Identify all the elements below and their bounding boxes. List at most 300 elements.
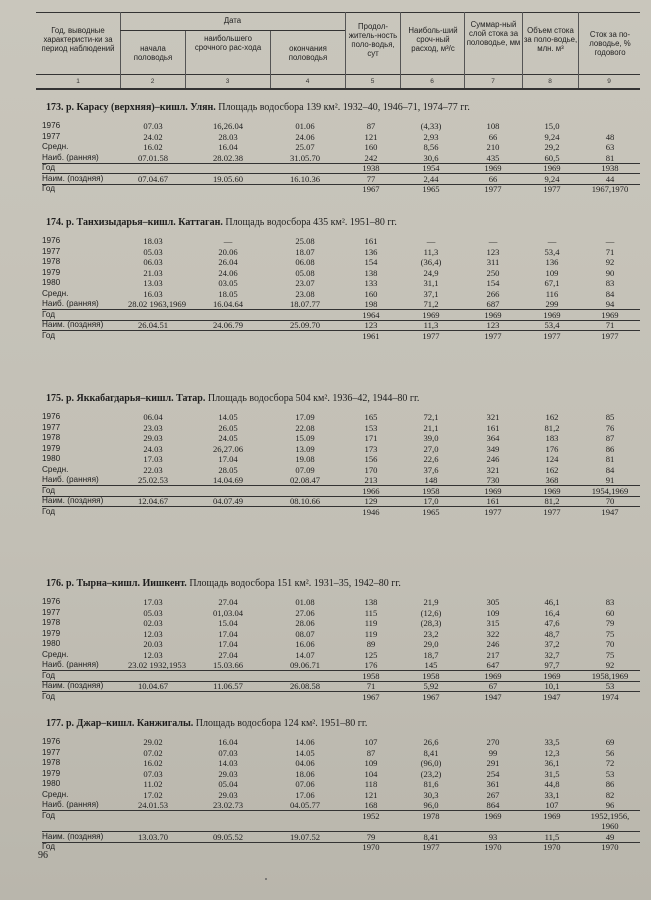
- section-number: 177.: [46, 718, 64, 729]
- table-cell: 133: [364, 278, 378, 288]
- table-cell: 02.03: [143, 618, 163, 628]
- table-cell: 21,9: [423, 597, 439, 607]
- table-cell: 160: [364, 288, 378, 299]
- table-cell: 647: [486, 660, 500, 670]
- table-cell: 1967: [362, 691, 380, 702]
- table-row: [0, 608, 651, 618]
- table-cell: 1977: [543, 506, 561, 517]
- table-cell: 1977: [484, 330, 502, 341]
- table-cell: 107: [545, 800, 559, 810]
- row-label: 1979: [42, 768, 61, 778]
- table-row: [0, 629, 651, 639]
- table-cell: 76: [605, 422, 615, 433]
- table-cell: 17,0: [423, 496, 439, 506]
- table-cell: 1970: [543, 842, 561, 852]
- section-info: Площадь водосбора 435 км². 1951–80 гг.: [225, 217, 397, 228]
- row-label: 1980: [42, 639, 61, 648]
- table-cell: 18.05: [218, 288, 238, 299]
- table-cell: 06.03: [143, 257, 163, 267]
- table-cell: 27.04: [218, 649, 238, 660]
- header-num: 7: [491, 78, 495, 85]
- table-cell: 18.03: [143, 236, 163, 246]
- header-num: 3: [225, 78, 230, 85]
- table-cell: 22.03: [143, 464, 163, 475]
- table-row: [0, 278, 651, 288]
- table-cell: 83: [605, 278, 615, 288]
- table-cell: 123: [486, 320, 500, 330]
- row-label: Наиб. (ранняя): [42, 800, 99, 809]
- table-row: [0, 465, 651, 475]
- table-cell: 176: [364, 660, 378, 670]
- table-cell: 31,1: [423, 278, 439, 288]
- table-cell: 1958: [422, 485, 440, 496]
- table-cell: 06.04: [143, 412, 163, 422]
- table-cell: 246: [486, 454, 500, 464]
- table-cell: 15.03.66: [212, 660, 244, 670]
- table-cell: 23.02 1932,1953: [128, 660, 187, 670]
- table-cell: 321: [486, 464, 500, 475]
- table-cell: 104: [364, 768, 378, 779]
- table-cell: 165: [364, 412, 378, 422]
- table-row: [0, 758, 651, 768]
- table-cell: 28.03: [218, 131, 238, 142]
- row-label: Средн.: [42, 789, 69, 799]
- table-cell: 28.02 1963,1969: [128, 299, 187, 309]
- table-cell: 13.03.70: [137, 831, 169, 842]
- table-cell: 1960: [601, 821, 619, 831]
- table-cell: —: [547, 236, 557, 246]
- table-cell: 1938: [362, 163, 380, 173]
- table-cell: 162: [545, 464, 559, 475]
- table-cell: 08.10.66: [289, 496, 321, 506]
- table-cell: 349: [486, 443, 500, 454]
- table-cell: 1977: [543, 184, 561, 194]
- table-cell: —: [488, 236, 498, 246]
- table-row: [0, 310, 651, 320]
- table-row: [0, 737, 651, 747]
- table-cell: 09.06.71: [289, 660, 321, 670]
- table-cell: 1958,1969: [591, 670, 629, 681]
- table-cell: 145: [424, 660, 438, 670]
- table-header: [0, 12, 651, 100]
- header-num: 9: [607, 78, 611, 85]
- station-name: кишл. Канжигалы.: [106, 718, 194, 729]
- table-cell: 07.09: [295, 464, 315, 475]
- table-cell: 17.09: [295, 412, 315, 422]
- row-label: 1980: [42, 278, 61, 287]
- table-cell: 183: [545, 433, 559, 443]
- row-label: 1976: [42, 412, 61, 421]
- table-cell: 254: [486, 768, 500, 779]
- table-cell: 124: [545, 454, 559, 464]
- table-cell: 129: [364, 496, 378, 506]
- table-cell: 22.08: [295, 422, 315, 433]
- table-cell: 1958: [422, 670, 440, 681]
- table-row: [0, 142, 651, 152]
- table-row: [0, 236, 651, 246]
- table-cell: 04.07.49: [212, 496, 244, 506]
- table-cell: 99: [488, 747, 498, 758]
- table-cell: 77: [366, 173, 376, 184]
- table-cell: 06.08: [295, 257, 315, 267]
- table-row: [0, 331, 651, 341]
- table-cell: 27.04: [218, 597, 238, 607]
- table-row: [0, 496, 651, 506]
- table-cell: 8,56: [423, 142, 439, 152]
- table-cell: 161: [486, 422, 500, 433]
- table-cell: 8,41: [423, 747, 439, 758]
- table-cell: 72,1: [423, 412, 439, 422]
- row-label: 1977: [42, 422, 61, 432]
- table-row: [0, 412, 651, 422]
- table-cell: 03.05: [218, 278, 238, 288]
- table-cell: 160: [364, 142, 378, 152]
- table-cell: 1969: [543, 485, 561, 496]
- table-row: [0, 811, 651, 821]
- table-cell: 70: [605, 639, 615, 649]
- row-label: 1980: [42, 454, 61, 463]
- row-label: Наим. (поздняя): [42, 173, 104, 183]
- table-row: [0, 769, 651, 779]
- section-info: Площадь водосбора 504 км². 1936–42, 1944–80 гг.: [207, 393, 420, 404]
- table-cell: 66: [488, 173, 498, 184]
- table-cell: 18.07: [295, 246, 315, 257]
- table-cell: 17.03: [143, 597, 163, 607]
- station-name: кишл. Татар.: [145, 393, 206, 404]
- table-cell: 37,1: [423, 288, 439, 299]
- table-cell: 1969: [484, 810, 502, 821]
- table-cell: 20.06: [218, 246, 238, 257]
- table-cell: 16.04.64: [212, 299, 244, 309]
- table-cell: 321: [486, 412, 500, 422]
- table-cell: 1946: [362, 506, 380, 517]
- table-row: [0, 299, 651, 309]
- table-cell: 05.03: [143, 607, 163, 618]
- table-cell: 81: [605, 454, 615, 464]
- table-cell: 48: [605, 131, 615, 142]
- header-col1: Год, выводные характеристи-ки за период наблюдений: [41, 26, 115, 53]
- section-title: 174. р. Танхизыдарья–кишл. Каттаган. Площадь водосбора 435 км². 1951–80 гг.: [46, 217, 397, 228]
- table-cell: 161: [364, 236, 378, 246]
- table-cell: 1974: [601, 691, 619, 702]
- header-col8: Объем стока за поло-водье, млн. м³: [523, 26, 578, 53]
- table-cell: 47,6: [544, 618, 560, 628]
- table-cell: 05.03: [143, 246, 163, 257]
- table-cell: (36,4): [420, 257, 442, 267]
- table-cell: 1952: [362, 810, 380, 821]
- section-title: 175. р. Яккабагдарья–кишл. Татар. Площадь водосбора 504 км². 1936–42, 1944–80 гг.: [46, 393, 420, 404]
- table-cell: 01.08: [295, 597, 315, 607]
- table-cell: 11,5: [544, 831, 560, 842]
- table-cell: 37,6: [423, 464, 439, 475]
- table-cell: 16.04: [218, 737, 238, 747]
- table-cell: 96,0: [423, 800, 439, 810]
- table-cell: 24.03: [143, 443, 163, 454]
- row-label: Наим. (поздняя): [42, 320, 104, 329]
- table-cell: 94: [605, 299, 615, 309]
- table-cell: 368: [545, 475, 559, 485]
- table-cell: 75: [605, 649, 615, 660]
- table-cell: 9,24: [544, 131, 560, 142]
- table-cell: 364: [486, 433, 500, 443]
- table-cell: 266: [486, 288, 500, 299]
- table-cell: 1965: [422, 184, 440, 194]
- table-cell: 48,7: [544, 628, 560, 639]
- table-cell: 32,7: [544, 649, 560, 660]
- row-label: 1978: [42, 257, 61, 266]
- table-cell: 71: [366, 681, 376, 691]
- table-cell: 53,4: [544, 246, 560, 257]
- table-cell: 1977: [601, 330, 619, 341]
- table-row: [0, 779, 651, 789]
- table-row: [0, 650, 651, 660]
- table-cell: 116: [545, 288, 559, 299]
- table-cell: 1947: [543, 691, 561, 702]
- table-cell: 07.03: [143, 768, 163, 779]
- table-cell: 18.07.77: [289, 299, 321, 309]
- row-label: Наиб. (ранняя): [42, 660, 99, 669]
- table-row: [0, 289, 651, 299]
- table-row: [0, 681, 651, 691]
- row-label: 1977: [42, 131, 61, 141]
- table-cell: 19.08: [295, 454, 315, 464]
- table-cell: 17.06: [295, 789, 315, 800]
- row-label: Средн.: [42, 464, 69, 474]
- table-cell: 1947: [601, 506, 619, 517]
- table-cell: 115: [364, 607, 378, 618]
- table-cell: 21,1: [423, 422, 439, 433]
- row-label: 1976: [42, 737, 61, 746]
- table-cell: 15,0: [544, 121, 560, 131]
- table-cell: 14.04.69: [212, 475, 244, 485]
- table-cell: 79: [605, 618, 615, 628]
- station-name: кишл. Каттаган.: [147, 217, 223, 228]
- table-cell: 60: [605, 607, 615, 618]
- header-col3: наибольшего срочного рас-хода: [194, 34, 262, 52]
- table-cell: 81: [605, 152, 615, 163]
- table-cell: (23,2): [420, 768, 442, 779]
- table-cell: 299: [545, 299, 559, 309]
- table-cell: 198: [364, 299, 378, 309]
- table-cell: 322: [486, 628, 500, 639]
- table-cell: 1954: [422, 163, 440, 173]
- table-cell: 87: [366, 747, 376, 758]
- table-cell: 171: [364, 433, 378, 443]
- table-cell: 17.04: [218, 454, 238, 464]
- table-cell: 154: [364, 257, 378, 267]
- table-cell: 1967: [422, 691, 440, 702]
- table-cell: 07.04.67: [137, 173, 169, 184]
- table-cell: 1977: [484, 506, 502, 517]
- table-row: [0, 132, 651, 142]
- table-cell: 10.04.67: [137, 681, 169, 691]
- table-cell: 154: [486, 278, 500, 288]
- table-cell: 04.05.77: [289, 800, 321, 810]
- row-label: 1978: [42, 433, 61, 442]
- table-cell: 07.01.58: [137, 152, 169, 163]
- row-label: 1976: [42, 121, 61, 130]
- table-row: [0, 433, 651, 443]
- table-cell: 12.03: [143, 649, 163, 660]
- table-cell: 07.03: [143, 121, 163, 131]
- table-cell: 24.01.53: [137, 800, 169, 810]
- table-cell: 118: [364, 779, 378, 789]
- table-row: [0, 800, 651, 810]
- table-cell: 69: [605, 737, 615, 747]
- table-cell: 11.06.57: [213, 681, 243, 691]
- section-title: 176. р. Тырна–кишл. Иишкент. Площадь водосбора 151 км². 1931–35, 1942–80 гг.: [46, 578, 401, 589]
- table-cell: 23.07: [295, 278, 315, 288]
- table-cell: 24.06: [295, 131, 315, 142]
- table-row: [0, 174, 651, 184]
- table-cell: 87: [605, 433, 615, 443]
- table-cell: 11,3: [423, 320, 439, 330]
- table-cell: 109: [364, 758, 378, 768]
- row-label: 1978: [42, 758, 61, 767]
- row-label: 1976: [42, 597, 61, 606]
- table-row: [0, 842, 651, 852]
- table-row: [0, 121, 651, 131]
- table-cell: 14.03: [218, 758, 238, 768]
- table-cell: 24.06.79: [212, 320, 244, 330]
- table-cell: 14.06: [295, 737, 315, 747]
- row-label: Наим. (поздняя): [42, 831, 104, 841]
- table-cell: 05.08: [295, 267, 315, 278]
- table-cell: 305: [486, 597, 500, 607]
- table-cell: 31.05.70: [289, 152, 321, 163]
- table-cell: 44,8: [544, 779, 560, 789]
- row-label: 1977: [42, 246, 61, 256]
- table-cell: 25.08: [295, 236, 315, 246]
- table-cell: (4,33): [420, 121, 442, 131]
- table-cell: 20.03: [143, 639, 163, 649]
- table-cell: 1952,1956,: [590, 810, 630, 821]
- table-cell: 27,0: [423, 443, 439, 454]
- table-cell: 173: [364, 443, 378, 454]
- table-cell: 29.03: [218, 768, 238, 779]
- table-cell: 49: [605, 831, 615, 842]
- table-cell: —: [605, 236, 615, 246]
- header-num: 1: [76, 78, 80, 85]
- table-row: [0, 507, 651, 517]
- table-cell: 1958: [362, 670, 380, 681]
- table-cell: 84: [605, 288, 615, 299]
- header-col2: начала половодья: [133, 44, 173, 62]
- table-cell: 71,2: [423, 299, 439, 309]
- table-cell: 16.02: [143, 142, 163, 152]
- header-num: 2: [150, 78, 155, 85]
- table-cell: 33,1: [544, 789, 560, 800]
- table-cell: 33,5: [544, 737, 560, 747]
- station-name: кишл. Иишкент.: [111, 578, 187, 589]
- table-cell: 05.04: [218, 779, 238, 789]
- table-cell: 56: [605, 747, 615, 758]
- table-cell: 23,2: [423, 628, 439, 639]
- table-cell: 138: [364, 267, 378, 278]
- table-cell: 19.07.52: [289, 831, 321, 842]
- table-row: [0, 486, 651, 496]
- table-cell: 21.03: [143, 267, 163, 278]
- table-cell: 85: [605, 412, 615, 422]
- row-label: Наим. (поздняя): [42, 496, 104, 505]
- table-cell: 26.04: [218, 257, 238, 267]
- table-cell: 109: [545, 267, 559, 278]
- table-cell: 24.02: [143, 131, 163, 142]
- table-cell: 92: [605, 257, 615, 267]
- table-cell: 92: [605, 660, 615, 670]
- table-cell: 75: [605, 628, 615, 639]
- table-cell: 29,2: [544, 142, 560, 152]
- table-cell: 13.03: [143, 278, 163, 288]
- table-cell: 315: [486, 618, 500, 628]
- table-cell: 22,6: [423, 454, 439, 464]
- table-cell: 156: [364, 454, 378, 464]
- table-cell: 123: [364, 320, 378, 330]
- section-number: 176.: [46, 578, 64, 589]
- table-cell: 23.08: [295, 288, 315, 299]
- table-cell: 687: [486, 299, 500, 309]
- table-cell: 1970: [362, 842, 380, 852]
- table-cell: 136: [364, 246, 378, 257]
- header-col6: Наиболь-ший сроч-ный расход, м³/с: [408, 26, 458, 53]
- table-cell: 01,03.04: [212, 607, 244, 618]
- river-name: р. Карасу (верхняя): [66, 102, 155, 113]
- section-info: Площадь водосбора 151 км². 1931–35, 1942–80 гг.: [189, 578, 401, 589]
- table-cell: 16,26.04: [212, 121, 244, 131]
- table-cell: 1969: [422, 309, 440, 320]
- table-row: [0, 153, 651, 163]
- table-cell: 11,3: [423, 246, 439, 257]
- table-cell: 121: [364, 131, 378, 142]
- river-name: р. Тырна: [66, 578, 107, 589]
- table-cell: 63: [605, 142, 615, 152]
- row-label: Наим. (поздняя): [42, 681, 104, 690]
- table-row: [0, 423, 651, 433]
- station-name: кишл. Улян.: [159, 102, 216, 113]
- header-col4: окончания половодья: [288, 44, 328, 62]
- table-cell: 24,9: [423, 267, 439, 278]
- table-row: [0, 790, 651, 800]
- table-cell: 1977: [543, 330, 561, 341]
- table-row: [0, 454, 651, 464]
- row-label: 1977: [42, 607, 61, 617]
- header-num: 8: [548, 78, 552, 85]
- header-col7: Суммар-ный слой стока за половодье, мм: [466, 20, 521, 47]
- table-cell: 09.05.52: [212, 831, 244, 842]
- table-cell: 2,93: [423, 131, 439, 142]
- table-cell: 36,1: [544, 758, 560, 768]
- row-label: Наиб. (ранняя): [42, 152, 99, 162]
- table-cell: 1967,1970: [591, 184, 629, 194]
- table-cell: 9,24: [544, 173, 560, 184]
- row-label: 1976: [42, 236, 61, 245]
- table-cell: 87: [366, 121, 376, 131]
- table-cell: 176: [545, 443, 559, 454]
- table-cell: 119: [364, 628, 378, 639]
- table-cell: 16.03: [143, 288, 163, 299]
- table-cell: 250: [486, 267, 500, 278]
- table-cell: 83: [605, 597, 615, 607]
- table-cell: 28.05: [218, 464, 238, 475]
- table-cell: 02.08.47: [289, 475, 321, 485]
- table-row: [0, 163, 651, 173]
- page-number: 96: [38, 850, 48, 861]
- table-cell: 107: [364, 737, 378, 747]
- river-name: р. Яккабагдарья: [66, 393, 141, 404]
- table-cell: (28,3): [420, 618, 442, 628]
- table-cell: 70: [605, 496, 615, 506]
- table-cell: 1965: [422, 506, 440, 517]
